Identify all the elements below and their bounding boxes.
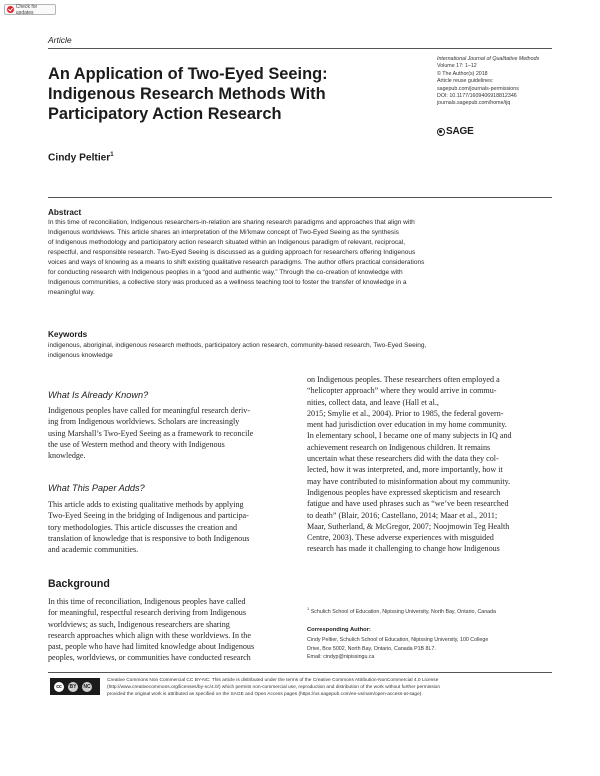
- author-name: Cindy Peltier: [48, 152, 111, 164]
- keywords-line: indigenous, aboriginal, indigenous research methods, participatory action research, community-based research, Two-Eyed Seeing,: [48, 342, 427, 349]
- sage-logo-text: SAGE: [446, 126, 474, 137]
- affiliation-footnote: [307, 606, 496, 615]
- keywords-line: indigenous knowledge: [48, 352, 113, 359]
- body-line: the use of Western method and theory with Indigenous: [48, 439, 225, 449]
- body-line: translation of knowledge that is responsive to both Indigenous: [48, 533, 250, 543]
- right-column-body: [307, 374, 555, 555]
- abstract-line: voices and ways of knowing as a means to shift existing qualitative research paradigms. The author offers practical considerations: [48, 259, 425, 266]
- abstract-line: Indigenous communities, a collective story was produced as a wellness teaching tool to foster the transfer of knowledge in a: [48, 279, 407, 286]
- body-line: lected, how it was interpreted, and, more importantly, how it: [307, 465, 503, 475]
- article-type-label: Article: [48, 35, 72, 45]
- reuse-guidelines: Article reuse guidelines:: [437, 78, 494, 85]
- body-line: Indigenous peoples have expressed skepticism and research: [307, 487, 501, 497]
- doi[interactable]: DOI: 10.1177/1609406918812346: [437, 93, 517, 100]
- body-line: on Indigenous peoples. These researchers often employed a: [307, 375, 500, 384]
- cc-license-badge[interactable]: [50, 678, 100, 695]
- corresponding-author-body: [307, 636, 557, 662]
- author-affiliation-mark: 1: [110, 152, 114, 158]
- check-for-updates-badge[interactable]: [4, 4, 56, 15]
- body-line: using Marshall’s Two-Eyed Seeing as a framework to reconcile: [48, 428, 254, 438]
- footer-divider: [48, 672, 552, 673]
- body-line: achievement research on Indigenous children. It remains: [307, 442, 491, 452]
- abstract-divider: [48, 197, 552, 198]
- body-line: worldviews; as such, Indigenous researchers are sharing: [48, 619, 230, 629]
- body-line: past, people who have had limited knowledge about Indigenous: [48, 642, 255, 652]
- journal-name: International Journal of Qualitative Methods: [437, 56, 540, 62]
- author-line: [48, 152, 114, 163]
- abstract-heading: Abstract: [48, 208, 82, 217]
- corr-line: Drive, Box 5002, North Bay, Ontario, Canada P1B 8L7.: [307, 645, 436, 652]
- body-line: may have contributed to misinformation about my community.: [307, 476, 511, 486]
- check-icon: [7, 6, 14, 13]
- what-is-known-body: [48, 405, 293, 461]
- body-line: for meaningful, respectful research deriving from Indigenous: [48, 608, 247, 618]
- journal-link[interactable]: journals.sagepub.com/home/ijq: [437, 100, 511, 107]
- journal-volume: Volume 17: 1–12: [437, 63, 477, 70]
- body-line: uncertain what these researchers did with the data they col-: [307, 454, 499, 464]
- body-line: peoples, worldviews, or communities have conducted research: [48, 653, 251, 663]
- cc-icon: cc: [53, 681, 65, 693]
- body-line: research approaches which align with these worldviews. In the: [48, 630, 251, 640]
- reuse-link[interactable]: sagepub.com/journals-permissions: [437, 85, 519, 92]
- keywords-heading: Keywords: [48, 330, 88, 339]
- nc-icon: NC: [81, 681, 93, 693]
- body-line: knowledge.: [48, 451, 86, 461]
- body-line: and academic communities.: [48, 545, 139, 555]
- keywords-body: [48, 341, 558, 361]
- body-line: Indigenous peoples have called for meaningful research deriv-: [48, 406, 251, 415]
- sage-logo: [437, 126, 474, 137]
- body-line: nities, collect data, and leave (Hall et al.,: [307, 397, 439, 407]
- body-line: “helicopter approach” where they would arrive in commu-: [307, 386, 497, 396]
- abstract-line: of Indigenous methodology and participatory action research situated within an Indigenous paradigm of relevant, reciprocal,: [48, 239, 406, 246]
- title-line: Indigenous Research Methods With: [48, 85, 326, 103]
- paper-title: [48, 64, 378, 124]
- corr-line: Cindy Peltier, Schulich School of Education, Nipissing University, 100 College: [307, 637, 489, 643]
- body-line: This article adds to existing qualitative methods by applying: [48, 500, 244, 509]
- check-for-updates-label: Check for updates: [15, 3, 38, 16]
- body-line: research has made it challenging to change how Indigenous: [307, 544, 500, 554]
- what-is-known-heading: What Is Already Known?: [48, 390, 149, 400]
- body-line: ment had jurisdiction over education in my home community.: [307, 420, 507, 430]
- abstract-line: Indigenous worldviews. This article shares an interpretation of the Mi’kmaw concept of Two-Eyed Seeing as the synthesis: [48, 229, 399, 236]
- footnote-text: Schulich School of Education, Nipissing University, North Bay, Ontario, Canada: [310, 608, 497, 615]
- title-line: Participatory Action Research: [48, 105, 282, 123]
- background-heading: Background: [48, 578, 110, 590]
- body-line: fatigue and have used phrases such as “we’ve been researched: [307, 499, 509, 509]
- abstract-line: respectful, and responsible research. Two-Eyed Seeing is discussed as a guiding approach for researchers offering Indigenous: [48, 249, 416, 256]
- body-line: 2015; Smylie et al., 2004). Prior to 1985, the federal govern-: [307, 408, 504, 418]
- abstract-line: In this time of reconciliation, Indigenous researchers-in-relation are sharing research paradigms and approaches that align with: [48, 219, 415, 226]
- by-icon: BY: [67, 681, 79, 693]
- body-line: In elementary school, I became one of many subjects in IQ and: [307, 431, 512, 441]
- body-line: In this time of reconciliation, Indigenous peoples have called: [48, 597, 246, 606]
- copyright: © The Author(s) 2018: [437, 70, 488, 77]
- body-line: Centre, 2003). These adverse experiences with misguided: [307, 533, 494, 543]
- journal-info: [437, 56, 567, 108]
- license-text: [107, 677, 557, 699]
- title-line: An Application of Two-Eyed Seeing:: [48, 65, 328, 83]
- what-paper-adds-body: [48, 499, 293, 555]
- license-line[interactable]: provided the original work is attributed as specified on the SAGE and Open Access pages (https://us.sagepub.com/en-us/nam/open-access-at-sage).: [107, 692, 423, 698]
- license-line: Creative Commons Non Commercial CC BY-NC: This article is distributed under the terms of the Creative Commons Attribution-NonCommercial 4.0 License: [107, 678, 439, 683]
- corr-email[interactable]: Email: cindyp@nipissingu.ca: [307, 654, 375, 661]
- header-divider: [48, 48, 552, 49]
- abstract-line: meaningful way.: [48, 289, 95, 296]
- license-line[interactable]: (http://www.creativecommons.org/licenses/by-nc/4.0/) which permits non-commercial use, reproduction and distribution of the work without further permission: [107, 685, 440, 691]
- background-body: [48, 596, 293, 664]
- abstract-line: for conducting research with Indigenous peoples in a “good and authentic way.” Through the co-creation of knowledge with: [48, 269, 403, 276]
- body-line: Two-Eyed Seeing in the bridging of Indigenous and participa-: [48, 511, 249, 521]
- sage-mark-icon: [437, 128, 445, 136]
- body-line: to death” (Blair, 2016; Castellano, 2014; Maar et al., 2011;: [307, 510, 498, 520]
- body-line: ing from Indigenous worldviews. Scholars are increasingly: [48, 417, 240, 427]
- body-line: tory methodologies. This article discusses the creation and: [48, 522, 238, 532]
- footnote-mark: 1: [307, 606, 310, 611]
- body-line: Maar, Sutherland, & McGregor, 2007; Noojmowin Teg Health: [307, 521, 510, 531]
- abstract-body: [48, 218, 554, 298]
- what-paper-adds-heading: What This Paper Adds?: [48, 483, 145, 493]
- corresponding-author-heading: Corresponding Author:: [307, 627, 371, 633]
